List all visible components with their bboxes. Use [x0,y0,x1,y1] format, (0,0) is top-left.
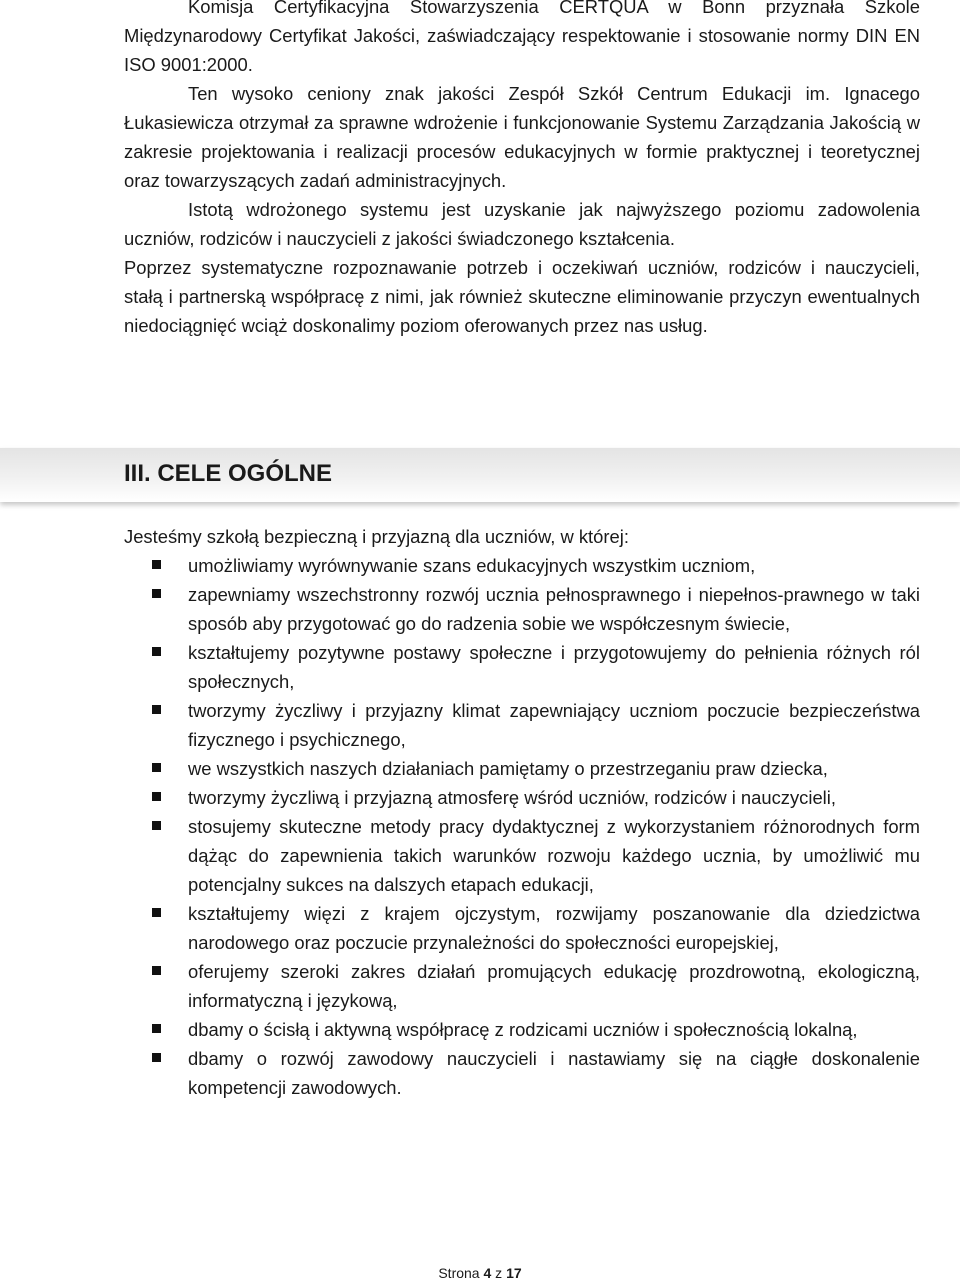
list-item-text: stosujemy skuteczne metody pracy dydaktycznej z wykorzystaniem różnorodnych form dążąc do zapewnienia takich warunków rozwoju każdego ucznia, by umożliwić mu potencjalny sukces na dalszych etapach edukacji, [188,816,920,895]
list-item [124,638,920,696]
square-bullet-icon [152,763,161,772]
list-item-text: tworzymy życzliwy i przyjazny klimat zapewniający uczniom poczucie bezpieczeństwa fizycznego i psychicznego, [188,700,920,750]
intro-section [124,0,920,340]
page-number-label: Strona [438,1265,480,1281]
goals-list [124,551,920,1102]
list-item [124,812,920,899]
list-item [124,783,920,812]
list-item-text: umożliwiamy wyrównywanie szans edukacyjnych wszystkim uczniom, [188,555,756,576]
intro-paragraph-improvement: Poprzez systematyczne rozpoznawanie potrzeb i oczekiwań uczniów, rodziców i nauczycieli, stałą i partnerską współpracę z nimi, jak również skuteczne eliminowanie przyczyn ewentualnych niedociągnięć wciąż doskonalimy poziom oferowanych przez nas usług. [124,257,920,336]
square-bullet-icon [152,560,161,569]
square-bullet-icon [152,792,161,801]
list-item [124,1015,920,1044]
list-item [124,696,920,754]
square-bullet-icon [152,647,161,656]
goals-section [124,522,920,1102]
list-item [124,1044,920,1102]
square-bullet-icon [152,908,161,917]
intro-paragraph-certificate: Komisja Certyfikacyjna Stowarzyszenia CERTQUA w Bonn przyznała Szkole Międzynarodowy Certyfikat Jakości, zaświadczający respektowanie i stosowanie normy DIN EN ISO 9001:2000. [124,0,920,75]
current-page-number: 4 [483,1265,492,1281]
list-item-text: zapewniamy wszechstronny rozwój ucznia pełnosprawnego i niepełnos-prawnego w taki sposób aby przygotować go do radzenia sobie we współczesnym świecie, [188,584,920,634]
list-item-text: dbamy o rozwój zawodowy nauczycieli i nastawiamy się na ciągłe doskonalenie kompetencji zawodowych. [188,1048,920,1098]
page-number-separator: z [495,1265,503,1281]
list-item [124,580,920,638]
section-heading: III. CELE OGÓLNE [124,460,333,487]
list-item [124,551,920,580]
intro-paragraph-quality-mark: Ten wysoko ceniony znak jakości Zespół Szkół Centrum Edukacji im. Ignacego Łukasiewicza otrzymał za sprawne wdrożenie i funkcjonowanie Systemu Zarządzania Jakością w zakresie projektowania i realizacji procesów edukacyjnych w formie praktycznej i teoretycznej oraz towarzyszących zadań administracyjnych. [124,83,920,191]
list-item [124,957,920,1015]
list-item-text: tworzymy życzliwą i przyjazną atmosferę wśród uczniów, rodziców i nauczycieli, [188,787,836,808]
square-bullet-icon [152,589,161,598]
list-item-text: kształtujemy pozytywne postawy społeczne i przygotowujemy do pełnienia różnych ról społecznych, [188,642,920,692]
square-bullet-icon [152,705,161,714]
square-bullet-icon [152,1024,161,1033]
goals-lead: Jesteśmy szkołą bezpieczną i przyjazną dla uczniów, w której: [124,526,629,547]
list-item-text: oferujemy szeroki zakres działań promujących edukację prozdrowotną, ekologiczną, informatyczną i językową, [188,961,920,1011]
list-item [124,899,920,957]
list-item-text: kształtujemy więzi z krajem ojczystym, rozwijamy poszanowanie dla dziedzictwa narodowego oraz poczucie przynależności do społeczności europejskiej, [188,903,920,953]
intro-paragraph-system-goal: Istotą wdrożonego systemu jest uzyskanie jak najwyższego poziomu zadowolenia uczniów, rodziców i nauczycieli z jakości świadczonego kształcenia. [124,199,920,249]
square-bullet-icon [152,1053,161,1062]
list-item-text: dbamy o ścisłą i aktywną współpracę z rodzicami uczniów i społecznością lokalną, [188,1019,858,1040]
page-footer [0,1264,960,1282]
total-page-count: 17 [506,1265,522,1281]
square-bullet-icon [152,821,161,830]
list-item [124,754,920,783]
square-bullet-icon [152,966,161,975]
list-item-text: we wszystkich naszych działaniach pamiętamy o przestrzeganiu praw dziecka, [188,758,828,779]
